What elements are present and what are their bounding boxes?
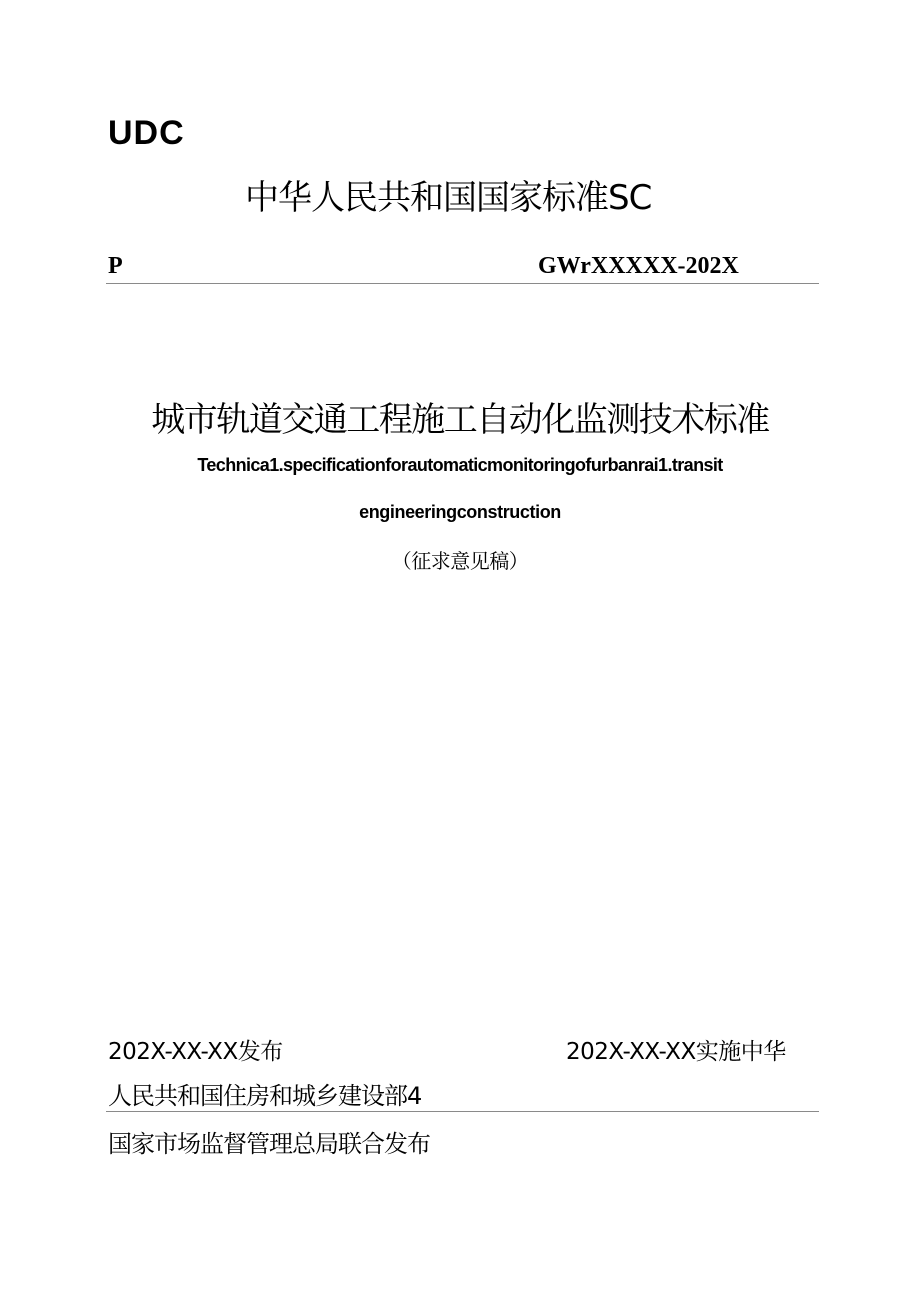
- udc-label: UDC: [108, 114, 185, 152]
- national-standard-title: 中华人民共和国国家标准SC: [245, 178, 652, 218]
- issuer-line-2: 国家市场监督管理总局联合发布: [108, 1130, 430, 1158]
- release-date: 202X-XX-XX发布: [108, 1039, 283, 1065]
- footer-divider: [106, 1111, 819, 1112]
- category-code: P: [108, 253, 123, 279]
- implementation-date: 202X-XX-XX实施中华: [566, 1039, 786, 1065]
- header-divider: [106, 283, 819, 284]
- issuer-line-1: 人民共和国住房和城乡建设部4: [108, 1082, 422, 1110]
- document-title: 城市轨道交通工程施工自动化监测技术标准: [151, 400, 769, 440]
- draft-status-label: （征求意见稿）: [391, 549, 529, 573]
- english-title-line-2: engineeringconstruction: [359, 502, 561, 522]
- english-title-line-1: Technica1.specificationforautomaticmonitoringofurbanrai1.transit: [197, 455, 723, 475]
- standard-code: GWrXXXXX-202X: [538, 253, 739, 279]
